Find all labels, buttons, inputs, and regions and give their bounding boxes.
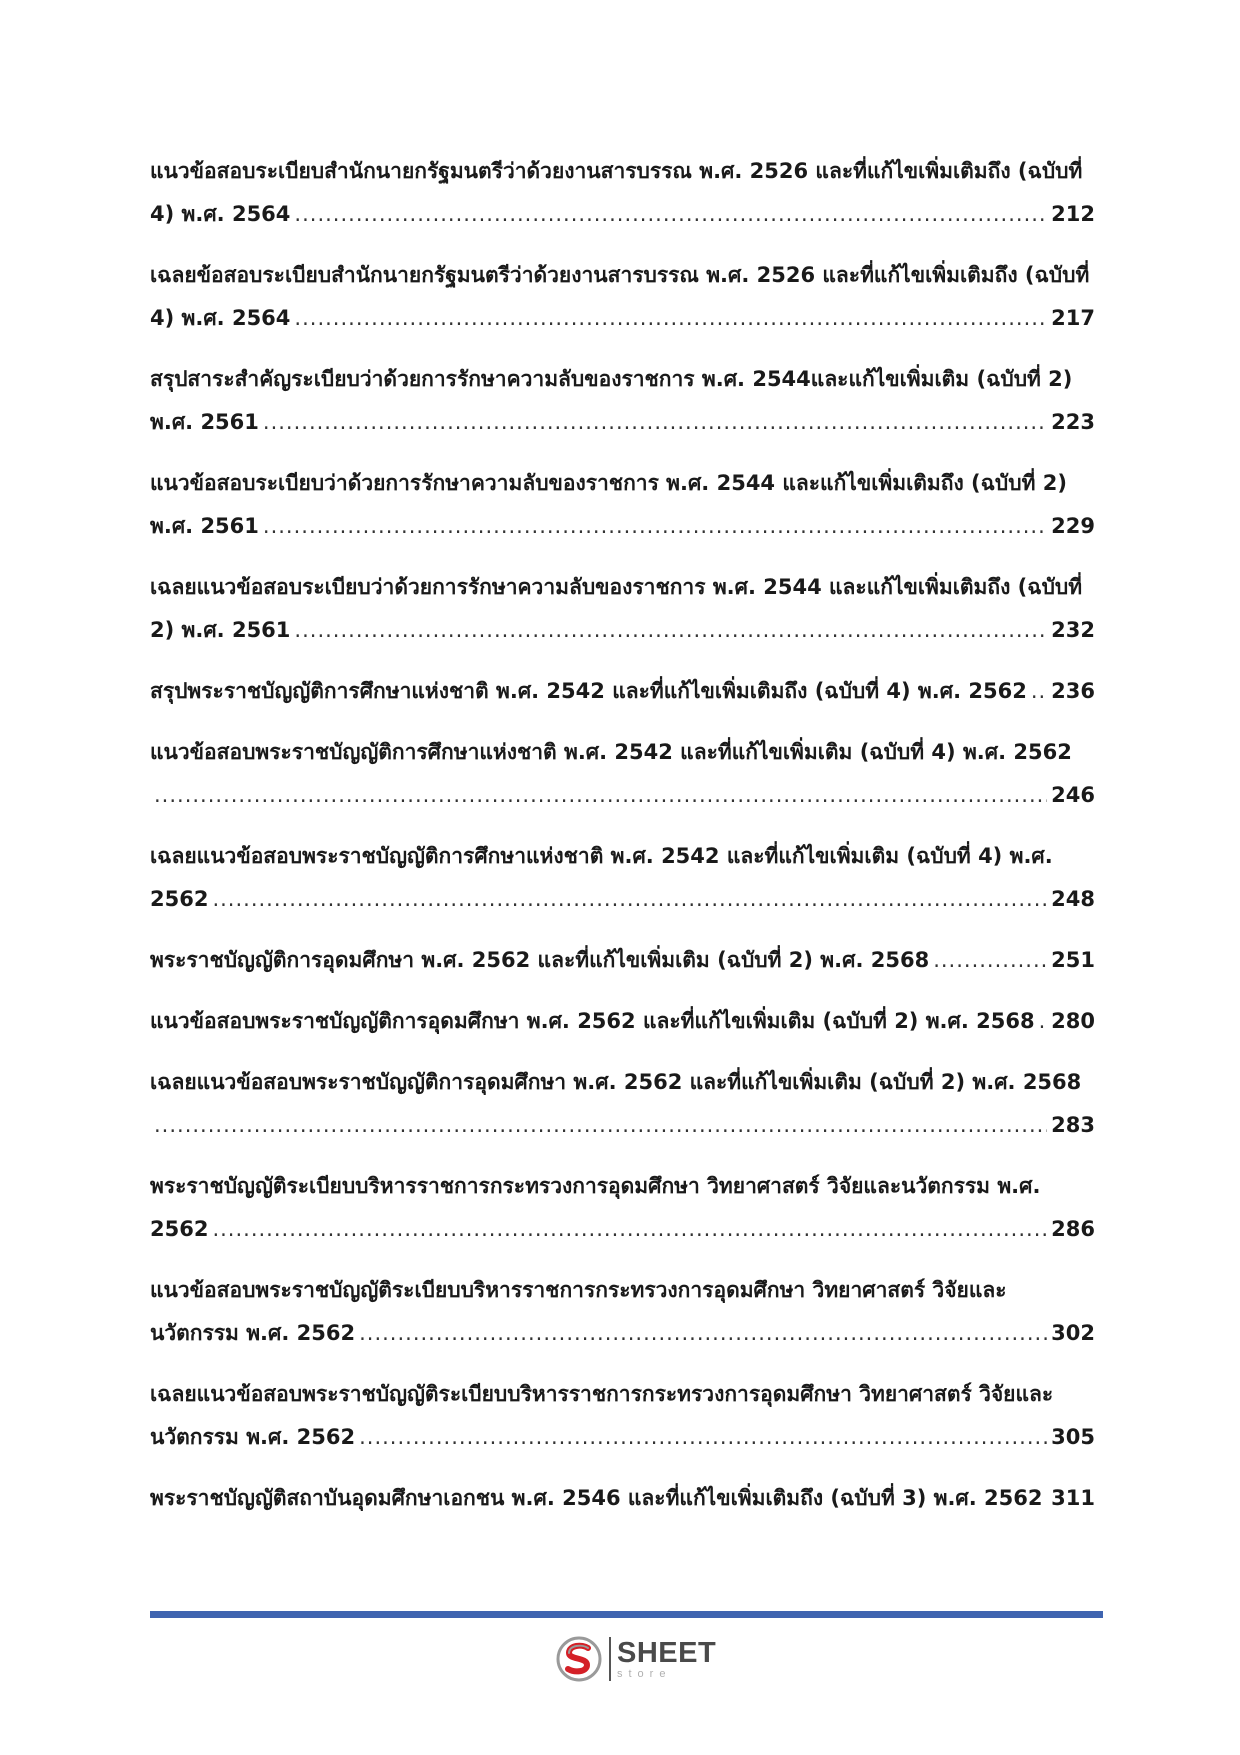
toc-entry-title: เฉลยแนวข้อสอบพระราชบัญญัติระเบียบบริหารราชการกระทรวงการอุดมศึกษา วิทยาศาสตร์ วิจัยและ — [150, 1382, 1054, 1406]
toc-entry-line — [150, 878, 1095, 921]
toc-dot-leader — [359, 1416, 1047, 1459]
toc-page-number: 286 — [1051, 1217, 1095, 1241]
toc-page-number: 251 — [1051, 948, 1095, 972]
logo-text — [617, 1636, 717, 1680]
toc-entry-line — [150, 835, 1095, 878]
footer-rule — [150, 1611, 1103, 1618]
toc-entry[interactable] — [150, 1373, 1095, 1459]
toc-entry[interactable] — [150, 566, 1095, 652]
toc-entry-line — [150, 1477, 1095, 1520]
toc-entry-title: 2) พ.ศ. 2561 — [150, 618, 291, 642]
toc-entry-line — [150, 254, 1095, 297]
toc-entry-title: แนวข้อสอบพระราชบัญญัติการอุดมศึกษา พ.ศ. 2562 และที่แก้ไขเพิ่มเติม (ฉบับที่ 2) พ.ศ. 2568 — [150, 1009, 1035, 1033]
toc-page-number: 232 — [1051, 618, 1095, 642]
toc-page-number: 311 — [1051, 1486, 1095, 1510]
toc-entry-title: 4) พ.ศ. 2564 — [150, 306, 291, 330]
toc-entry[interactable] — [150, 1000, 1095, 1043]
toc-page-number: 229 — [1051, 514, 1095, 538]
toc-entry-line — [150, 774, 1095, 817]
toc-entry-title: 4) พ.ศ. 2564 — [150, 202, 291, 226]
toc-dot-leader — [294, 297, 1047, 340]
toc-entry-line — [150, 358, 1095, 401]
toc-page-number: 217 — [1051, 306, 1095, 330]
toc-entry[interactable] — [150, 835, 1095, 921]
logo-subword: store — [617, 1667, 672, 1680]
toc-page-number: 283 — [1051, 1113, 1095, 1137]
toc-entry-title: 2562 — [150, 1217, 209, 1241]
toc-entry-line — [150, 297, 1095, 340]
toc-entry-title: พ.ศ. 2561 — [150, 410, 259, 434]
toc-entry-line — [150, 731, 1095, 774]
toc-entry-title: นวัตกรรม พ.ศ. 2562 — [150, 1321, 356, 1345]
toc-entry-title: นวัตกรรม พ.ศ. 2562 — [150, 1425, 356, 1449]
toc-entry[interactable] — [150, 1477, 1095, 1520]
toc-entry[interactable] — [150, 670, 1095, 713]
toc-entry-title: พระราชบัญญัติระเบียบบริหารราชการกระทรวงการอุดมศึกษา วิทยาศาสตร์ วิจัยและนวัตกรรม พ.ศ. — [150, 1174, 1041, 1198]
toc-entry-line — [150, 1373, 1095, 1416]
toc-dot-leader — [263, 401, 1047, 444]
sheet-store-logo — [555, 1632, 716, 1686]
toc-entry-line — [150, 1208, 1095, 1251]
toc-dot-leader — [154, 774, 1047, 817]
toc-page-number: 280 — [1051, 1009, 1095, 1033]
toc-entry[interactable] — [150, 358, 1095, 444]
toc-entry-line — [150, 939, 1095, 982]
toc-entry-line — [150, 462, 1095, 505]
toc-entry[interactable] — [150, 1269, 1095, 1355]
toc-entry-line — [150, 566, 1095, 609]
toc-entry-title: พระราชบัญญัติสถาบันอุดมศึกษาเอกชน พ.ศ. 2546 และที่แก้ไขเพิ่มเติมถึง (ฉบับที่ 3) พ.ศ. 2562 — [150, 1486, 1043, 1510]
toc-entry-title: แนวข้อสอบระเบียบว่าด้วยการรักษาความลับของราชการ พ.ศ. 2544 และแก้ไขเพิ่มเติมถึง (ฉบับที่ 2) — [150, 471, 1067, 495]
toc-entry-title: เฉลยแนวข้อสอบพระราชบัญญัติการศึกษาแห่งชาติ พ.ศ. 2542 และที่แก้ไขเพิ่มเติม (ฉบับที่ 4) พ.ศ. — [150, 844, 1053, 868]
toc-entry[interactable] — [150, 939, 1095, 982]
toc-dot-leader — [294, 609, 1047, 652]
toc-entry-title: แนวข้อสอบพระราชบัญญัติการศึกษาแห่งชาติ พ.ศ. 2542 และที่แก้ไขเพิ่มเติม (ฉบับที่ 4) พ.ศ. 2562 — [150, 740, 1072, 764]
toc-dot-leader — [212, 1208, 1047, 1251]
toc-entry[interactable] — [150, 150, 1095, 236]
toc-entry-title: เฉลยข้อสอบระเบียบสำนักนายกรัฐมนตรีว่าด้วยงานสารบรรณ พ.ศ. 2526 และที่แก้ไขเพิ่มเติมถึง (ฉบับที่ — [150, 263, 1090, 287]
toc-page-number: 246 — [1051, 783, 1095, 807]
toc-entry-title: พ.ศ. 2561 — [150, 514, 259, 538]
toc-entry-line — [150, 1061, 1095, 1104]
toc-dot-leader — [1039, 1000, 1048, 1043]
toc-entry-title: สรุปพระราชบัญญัติการศึกษาแห่งชาติ พ.ศ. 2542 และที่แก้ไขเพิ่มเติมถึง (ฉบับที่ 4) พ.ศ. 2562 — [150, 679, 1027, 703]
toc-entry-title: สรุปสาระสำคัญระเบียบว่าด้วยการรักษาความลับของราชการ พ.ศ. 2544และแก้ไขเพิ่มเติม (ฉบับที่ 2) — [150, 367, 1073, 391]
toc-page-number: 236 — [1051, 679, 1095, 703]
toc-entry-line — [150, 1104, 1095, 1147]
toc-entry-title: พระราชบัญญัติการอุดมศึกษา พ.ศ. 2562 และที่แก้ไขเพิ่มเติม (ฉบับที่ 2) พ.ศ. 2568 — [150, 948, 930, 972]
toc-entry-line — [150, 150, 1095, 193]
toc-entry-title: เฉลยแนวข้อสอบพระราชบัญญัติการอุดมศึกษา พ.ศ. 2562 และที่แก้ไขเพิ่มเติม (ฉบับที่ 2) พ.ศ. 2568 — [150, 1070, 1082, 1094]
toc-entry-title: เฉลยแนวข้อสอบระเบียบว่าด้วยการรักษาความลับของราชการ พ.ศ. 2544 และแก้ไขเพิ่มเติมถึง (ฉบับที่ — [150, 575, 1083, 599]
toc-entry-line — [150, 1000, 1095, 1043]
toc-page-number: 212 — [1051, 202, 1095, 226]
toc-entry[interactable] — [150, 1165, 1095, 1251]
toc-page-number: 302 — [1051, 1321, 1095, 1345]
table-of-contents — [150, 150, 1095, 1538]
toc-entry-title: 2562 — [150, 887, 209, 911]
toc-entry-line — [150, 193, 1095, 236]
toc-entry[interactable] — [150, 731, 1095, 817]
logo-word: SHEET — [617, 1636, 717, 1669]
logo-divider — [609, 1637, 611, 1681]
toc-entry-line — [150, 609, 1095, 652]
toc-dot-leader — [294, 193, 1047, 236]
toc-page-number: 223 — [1051, 410, 1095, 434]
toc-dot-leader — [1047, 1477, 1048, 1520]
toc-entry-line — [150, 1269, 1095, 1312]
toc-entry[interactable] — [150, 1061, 1095, 1147]
toc-entry-line — [150, 505, 1095, 548]
toc-page-number: 305 — [1051, 1425, 1095, 1449]
toc-entry-line — [150, 1165, 1095, 1208]
sheet-store-logo-icon — [555, 1635, 603, 1683]
toc-page-number: 248 — [1051, 887, 1095, 911]
toc-entry-title: แนวข้อสอบระเบียบสำนักนายกรัฐมนตรีว่าด้วยงานสารบรรณ พ.ศ. 2526 และที่แก้ไขเพิ่มเติมถึง (ฉบับที่ — [150, 159, 1083, 183]
toc-entry-line — [150, 1312, 1095, 1355]
toc-dot-leader — [933, 939, 1047, 982]
toc-dot-leader — [212, 878, 1047, 921]
toc-entry-line — [150, 401, 1095, 444]
toc-dot-leader — [359, 1312, 1047, 1355]
toc-dot-leader — [263, 505, 1047, 548]
toc-entry[interactable] — [150, 254, 1095, 340]
toc-dot-leader — [154, 1104, 1047, 1147]
toc-dot-leader — [1031, 670, 1047, 713]
toc-entry-line — [150, 1416, 1095, 1459]
toc-entry-line — [150, 670, 1095, 713]
toc-entry[interactable] — [150, 462, 1095, 548]
toc-entry-title: แนวข้อสอบพระราชบัญญัติระเบียบบริหารราชการกระทรวงการอุดมศึกษา วิทยาศาสตร์ วิจัยและ — [150, 1278, 1007, 1302]
